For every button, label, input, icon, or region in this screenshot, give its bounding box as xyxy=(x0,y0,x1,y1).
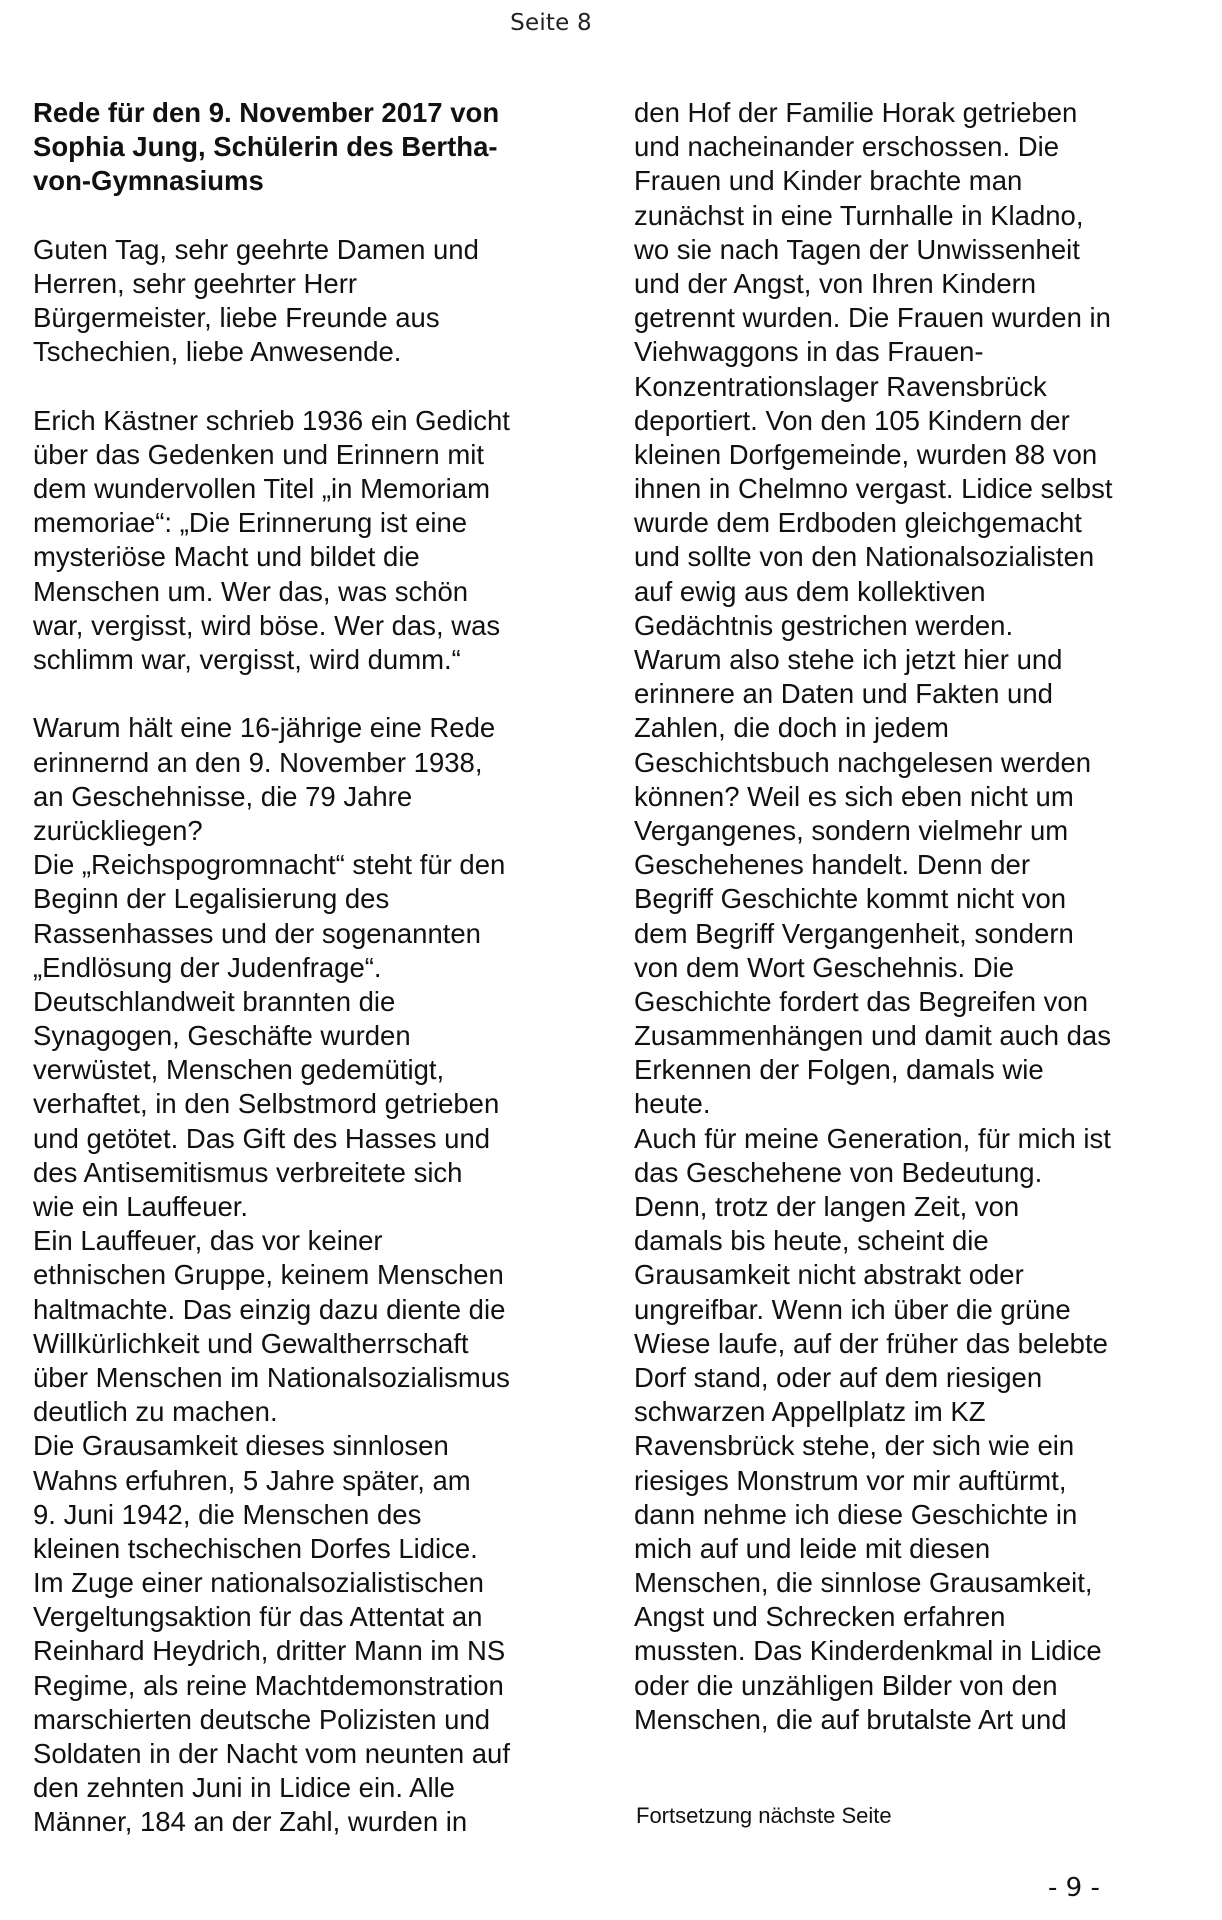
text-line: den Hof der Familie Horak getrieben xyxy=(634,97,1078,128)
text-line: Begriff Geschichte kommt nicht von xyxy=(634,883,1067,915)
text-line: Ein Lauffeuer, das vor keiner xyxy=(33,1225,383,1257)
text-line: Geschehenes handelt. Denn der xyxy=(634,849,1030,881)
text-line: Frauen und Kinder brachte man xyxy=(634,165,1023,197)
text-line: Die „Reichspogromnacht“ steht für den xyxy=(33,849,506,881)
text-line: Synagogen, Geschäfte wurden xyxy=(33,1020,411,1052)
left-column xyxy=(33,96,593,1840)
text-line: Willkürlichkeit und Gewaltherrschaft xyxy=(33,1327,469,1359)
text-line: Rassenhasses und der sogenannten xyxy=(33,917,481,949)
text-line: verwüstet, Menschen gedemütigt, xyxy=(33,1054,445,1086)
text-line: Vergangenes, sondern vielmehr um xyxy=(634,814,1069,846)
text-line: kleinen Dorfgemeinde, wurden 88 von xyxy=(634,438,1098,470)
text-line: Geschichtsbuch nachgelesen werden xyxy=(634,746,1092,778)
text-line: heute. xyxy=(634,1088,711,1120)
text-line: oder die unzähligen Bilder von den xyxy=(634,1669,1058,1701)
text-line: mysteriöse Macht und bildet die xyxy=(33,541,420,573)
text-line: dann nehme ich diese Geschichte in xyxy=(634,1498,1078,1530)
paragraph-gap xyxy=(33,199,593,233)
text-line: 9. Juni 1942, die Menschen des xyxy=(33,1498,422,1530)
text-line: getrennt wurden. Die Frauen wurden in xyxy=(634,302,1111,334)
text-line: dem wundervollen Titel „in Memoriam xyxy=(33,473,490,505)
text-line: Konzentrationslager Ravensbrück xyxy=(634,370,1047,402)
title-line: von-Gymnasiums xyxy=(33,165,264,197)
text-line: Deutschlandweit brannten die xyxy=(33,985,396,1017)
text-line: ungreifbar. Wenn ich über die grüne xyxy=(634,1293,1071,1325)
text-line: des Antisemitismus verbreitete sich xyxy=(33,1156,463,1188)
text-line: Angst und Schrecken erfahren xyxy=(634,1601,1006,1633)
text-line: zurückliegen? xyxy=(33,814,203,846)
text-line: Die Grausamkeit dieses sinnlosen xyxy=(33,1430,449,1462)
text-line: marschierten deutsche Polizisten und xyxy=(33,1703,491,1735)
text-line: „Endlösung der Judenfrage“. xyxy=(33,951,382,983)
page-number: - 9 - xyxy=(1048,1873,1100,1903)
text-line: Im Zuge einer nationalsozialistischen xyxy=(33,1567,484,1599)
text-line: schwarzen Appellplatz im KZ xyxy=(634,1396,986,1428)
text-line: riesiges Monstrum vor mir auftürmt, xyxy=(634,1464,1067,1496)
text-line: wo sie nach Tagen der Unwissenheit xyxy=(634,233,1080,265)
text-line: Tschechien, liebe Anwesende. xyxy=(33,336,402,368)
text-line: memoriae“: „Die Erinnerung ist eine xyxy=(33,507,468,539)
text-line: Guten Tag, sehr geehrte Damen und xyxy=(33,233,479,265)
text-line: haltmachte. Das einzig dazu diente die xyxy=(33,1293,506,1325)
speech-title xyxy=(33,96,593,199)
text-line: mich auf und leide mit diesen xyxy=(634,1532,991,1564)
text-line: wie ein Lauffeuer. xyxy=(33,1191,249,1222)
paragraph-gap xyxy=(33,677,593,711)
text-line: Vergeltungsaktion für das Attentat an xyxy=(33,1601,483,1633)
text-line: Menschen, die auf brutalste Art und xyxy=(634,1703,1067,1735)
text-line: von dem Wort Geschehnis. Die xyxy=(634,951,1015,983)
text-line: Zusammenhängen und damit auch das xyxy=(634,1020,1111,1052)
title-line: Sophia Jung, Schülerin des Bertha- xyxy=(33,131,498,163)
text-line: Gedächtnis gestrichen werden. xyxy=(634,609,1014,641)
text-line: Beginn der Legalisierung des xyxy=(33,883,390,915)
text-line: ihnen in Chelmno vergast. Lidice selbst xyxy=(634,473,1113,505)
text-line: Warum hält eine 16-jährige eine Rede xyxy=(33,712,496,744)
text-line: ethnischen Gruppe, keinem Menschen xyxy=(33,1259,504,1291)
title-line: Rede für den 9. November 2017 von xyxy=(33,97,500,128)
page-header: Seite 8 xyxy=(510,10,592,36)
text-line: Erich Kästner schrieb 1936 ein Gedicht xyxy=(33,404,510,436)
text-line: den zehnten Juni in Lidice ein. Alle xyxy=(33,1772,455,1804)
text-line: erinnernd an den 9. November 1938, xyxy=(33,746,483,778)
text-line: auf ewig aus dem kollektiven xyxy=(634,575,986,607)
paragraph-gap xyxy=(33,370,593,404)
text-line: und nacheinander erschossen. Die xyxy=(634,131,1060,163)
text-line: verhaftet, in den Selbstmord getrieben xyxy=(33,1088,500,1120)
text-line: kleinen tschechischen Dorfes Lidice. xyxy=(33,1532,478,1564)
text-line: damals bis heute, scheint die xyxy=(634,1225,989,1257)
text-line: Herren, sehr geehrter Herr xyxy=(33,267,358,299)
text-line: über Menschen im Nationalsozialismus xyxy=(33,1361,510,1393)
text-line: mussten. Das Kinderdenkmal in Lidice xyxy=(634,1635,1102,1667)
text-line: können? Weil es sich eben nicht um xyxy=(634,780,1074,812)
text-line: erinnere an Daten und Fakten und xyxy=(634,678,1053,710)
text-line: Ravensbrück stehe, der sich wie ein xyxy=(634,1430,1075,1462)
text-line: Regime, als reine Machtdemonstration xyxy=(33,1669,504,1701)
continuation-note: Fortsetzung nächste Seite xyxy=(636,1803,892,1828)
text-line: Soldaten in der Nacht vom neunten auf xyxy=(33,1738,510,1769)
paragraph xyxy=(33,711,593,1839)
text-line: wurde dem Erdboden gleichgemacht xyxy=(634,507,1082,539)
text-line: Männer, 184 an der Zahl, wurden in xyxy=(33,1806,468,1838)
text-line: und sollte von den Nationalsozialisten xyxy=(634,541,1095,573)
text-line: Viehwaggons in das Frauen- xyxy=(634,336,984,368)
text-line: Menschen, die sinnlose Grausamkeit, xyxy=(634,1567,1093,1599)
text-line: deutlich zu machen. xyxy=(33,1396,278,1428)
text-line: über das Gedenken und Erinnern mit xyxy=(33,438,484,470)
text-line: Wahns erfuhren, 5 Jahre später, am xyxy=(33,1464,471,1496)
text-line: Grausamkeit nicht abstrakt oder xyxy=(634,1259,1024,1291)
text-line: deportiert. Von den 105 Kindern der xyxy=(634,404,1070,436)
text-line: das Geschehene von Bedeutung. xyxy=(634,1156,1043,1188)
text-line: Warum also stehe ich jetzt hier und xyxy=(634,644,1063,675)
left-body xyxy=(33,233,593,1840)
text-line: Reinhard Heydrich, dritter Mann im NS xyxy=(33,1635,506,1667)
text-line: dem Begriff Vergangenheit, sondern xyxy=(634,917,1074,949)
text-line: und getötet. Das Gift des Hasses und xyxy=(33,1122,491,1154)
right-column xyxy=(634,96,1194,1737)
text-line: Erkennen der Folgen, damals wie xyxy=(634,1054,1044,1086)
text-line: Bürgermeister, liebe Freunde aus xyxy=(33,302,440,334)
text-line: Dorf stand, oder auf dem riesigen xyxy=(634,1361,1043,1393)
text-line: an Geschehnisse, die 79 Jahre xyxy=(33,780,413,812)
text-line: schlimm war, vergisst, wird dumm.“ xyxy=(33,644,461,675)
text-line: zunächst in eine Turnhalle in Kladno, xyxy=(634,199,1084,231)
text-line: Denn, trotz der langen Zeit, von xyxy=(634,1191,1020,1222)
text-line: Menschen um. Wer das, was schön xyxy=(33,575,469,607)
text-line: war, vergisst, wird böse. Wer das, was xyxy=(33,609,501,641)
text-line: Geschichte fordert das Begreifen von xyxy=(634,985,1089,1017)
paragraph xyxy=(33,233,593,370)
text-line: Wiese laufe, auf der früher das belebte xyxy=(634,1327,1108,1359)
text-line: Auch für meine Generation, für mich ist xyxy=(634,1122,1111,1154)
text-line: und der Angst, von Ihren Kindern xyxy=(634,267,1037,299)
paragraph xyxy=(33,404,593,678)
text-line: Zahlen, die doch in jedem xyxy=(634,712,949,744)
